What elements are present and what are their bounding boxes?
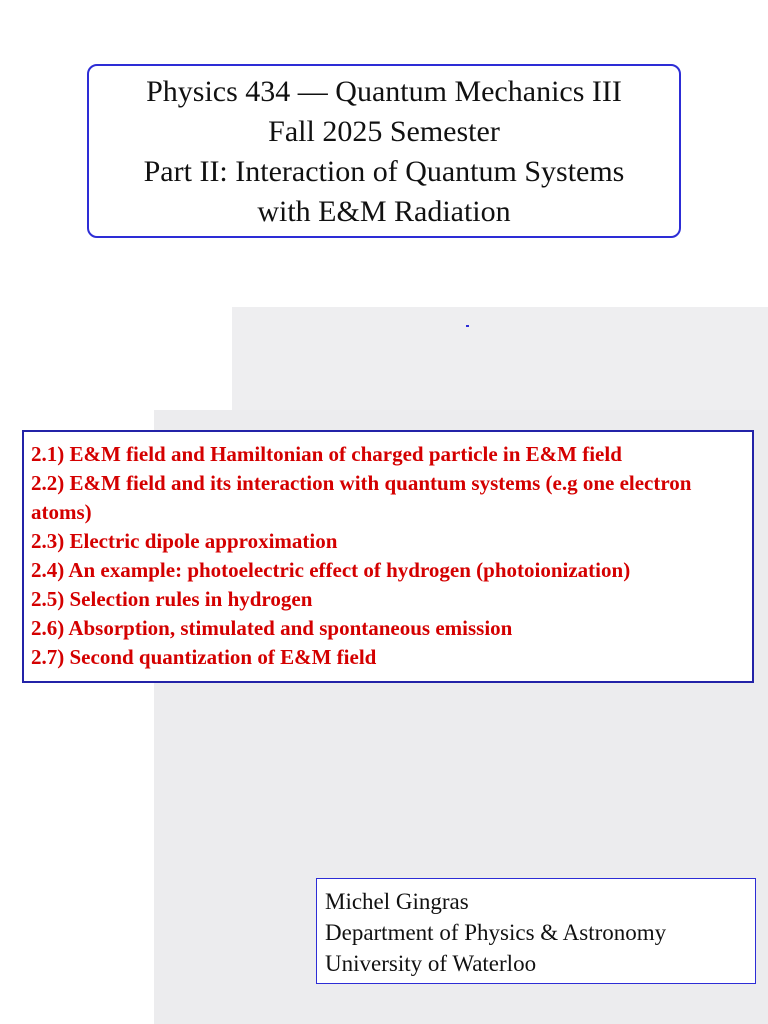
contents-item-2-3: 2.3) Electric dipole approximation (31, 529, 338, 553)
part-title-line-2: with E&M Radiation (257, 195, 511, 228)
semester-line: Fall 2025 Semester (268, 115, 500, 148)
course-title: Physics 434 — Quantum Mechanics III (146, 75, 622, 108)
contents-item-2-7: 2.7) Second quantization of E&M field (31, 645, 377, 669)
author-name: Michel Gingras (325, 889, 469, 914)
author-department: Department of Physics & Astronomy (325, 920, 667, 945)
contents-item-2-4: 2.4) An example: photoelectric effect of hydrogen (photoionization) (31, 558, 631, 582)
stray-mark (466, 325, 469, 327)
title-box (87, 64, 681, 238)
part-title-line-1: Part II: Interaction of Quantum Systems (143, 155, 625, 188)
background-panel-upper (232, 307, 768, 411)
contents-item-2-2: 2.2) E&M field and its interaction with quantum systems (e.g one electron atoms) (31, 471, 692, 524)
author-box (316, 878, 756, 984)
contents-item-2-6: 2.6) Absorption, stimulated and spontaneous emission (31, 616, 513, 640)
contents-item-2-5: 2.5) Selection rules in hydrogen (31, 587, 313, 611)
author-university: University of Waterloo (325, 951, 537, 976)
table-of-contents (22, 430, 754, 683)
contents-item-2-1: 2.1) E&M field and Hamiltonian of charged particle in E&M field (31, 442, 622, 466)
